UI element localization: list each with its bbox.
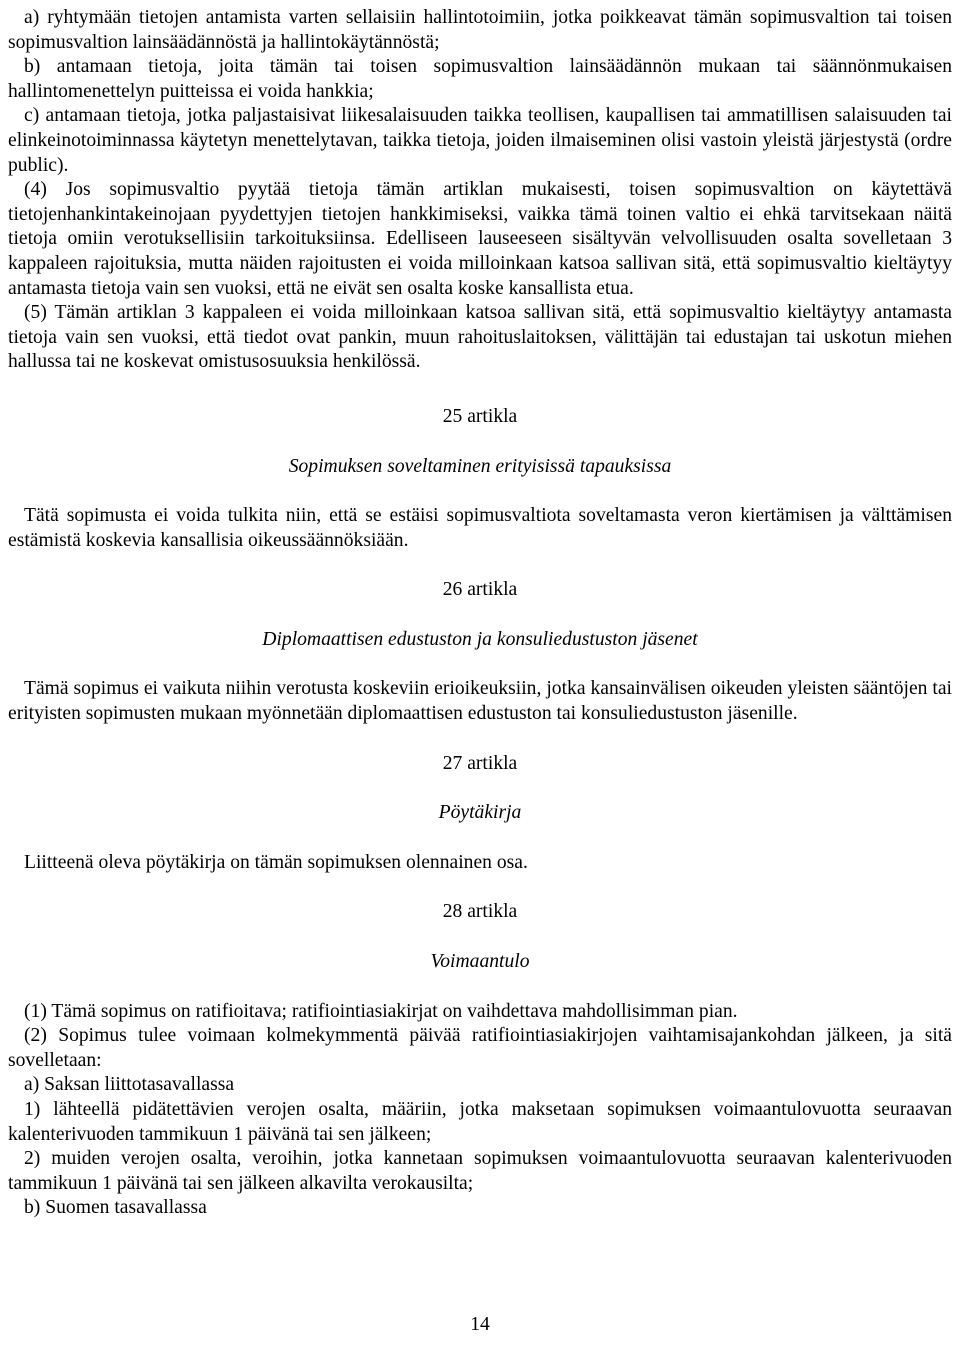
document-page bbox=[8, 6, 952, 1221]
article-26-title: Diplomaattisen edustuston ja konsuliedustuston jäsenet bbox=[262, 628, 698, 650]
page-number: 14 bbox=[470, 1314, 490, 1335]
article-26-text: Tämä sopimus ei vaikuta niihin verotusta koskeviin erioikeuksiin, jotka kansainvälisen oikeuden yleisten sääntöjen tai erityisten sopimusten mukaan myönnetään diplomaattisen edustuston tai konsuliedustuston jäsenille. bbox=[8, 678, 952, 725]
article-25-text: Tätä sopimusta ei voida tulkita niin, että se estäisi sopimusvaltiota soveltamasta veron kiertämisen ja välttämisen estämistä koskevia kansallisia oikeussäännöksiään. bbox=[8, 505, 952, 551]
paragraph-4: (4) Jos sopimusvaltio pyytää tietoja tämän artiklan mukaisesti, toisen sopimusvaltion on käytettävä tietojenhankintakeinojaan pyydettyjen tietojen hankkimiseksi, vaikka tämä toinen valtio ei ehkä tarvitsekaan näitä tietoja omiin verotuksellisiin tarkoituksiinsa. Edelliseen lauseeseen sisältyvän velvollisuuden osalta sovelletaan 3 kappaleen rajoituksia, mutta näiden rajoitusten ei voida milloinkaan katsoa sallivan sitä, että sopimusvaltio kieltäytyy antamasta tietoja vain sen vuoksi, että ne eivät sen osalta koske kansallista etua. bbox=[8, 179, 952, 299]
article-28-paragraph-2: (2) Sopimus tulee voimaan kolmekymmentä päivää ratifiointiasiakirjojen vaihtamisajankohdan jälkeen, ja sitä sovelletaan: bbox=[8, 1025, 952, 1071]
article-27-title: Pöytäkirja bbox=[438, 802, 522, 824]
article-27-text: Liitteenä oleva pöytäkirja on tämän sopimuksen olennainen osa. bbox=[24, 851, 528, 873]
paragraph-5: (5) Tämän artiklan 3 kappaleen ei voida milloinkaan katsoa sallivan sitä, että sopimusvaltio kieltäytyy antamasta tietoja vain sen vuoksi, että tiedot ovat pankin, muun rahoituslaitoksen, välittäjän tai edustajan tai uskotun miehen hallussa tai ne koskevat omistusosuuksia henkilössä. bbox=[8, 302, 952, 373]
article-25-number: 25 artikla bbox=[442, 405, 518, 427]
article-28-item-1: 1) lähteellä pidätettävien verojen osalta, määriin, jotka maksetaan sopimuksen voimaantulovuotta seuraavan kalenterivuoden tammikuun 1 päivänä tai sen jälkeen; bbox=[8, 1099, 952, 1145]
paragraph-item-c: c) antamaan tietoja, jotka paljastaisivat liikesalaisuuden taikka teollisen, kaupallisen tai ammatillisen salaisuuden tai elinkeinotoiminnassa käytetyn menettelytavan, taikka tietoja, joiden ilmaiseminen olisi vastoin yleistä järjestystä (ordre public). bbox=[8, 105, 952, 176]
article-28-item-2: 2) muiden verojen osalta, veroihin, jotka kannetaan sopimuksen voimaantulovuotta seuraavan kalenterivuoden tammikuun 1 päivänä tai sen jälkeen alkavilta verokausilta; bbox=[8, 1148, 952, 1194]
article-25-title: Sopimuksen soveltaminen erityisissä tapauksissa bbox=[288, 455, 672, 477]
article-28-item-a: a) Saksan liittotasavallassa bbox=[24, 1074, 235, 1096]
article-28-paragraph-1: (1) Tämä sopimus on ratifioitava; ratifiointiasiakirjat on vaihdettava mahdollisimman pian. bbox=[24, 1000, 738, 1022]
article-28-title: Voimaantulo bbox=[430, 951, 530, 973]
article-28-item-b: b) Suomen tasavallassa bbox=[24, 1197, 207, 1219]
article-26-number: 26 artikla bbox=[442, 579, 518, 601]
article-28-number: 28 artikla bbox=[442, 901, 518, 923]
article-27-number: 27 artikla bbox=[442, 752, 518, 774]
paragraph-item-b: b) antamaan tietoja, joita tämän tai toisen sopimusvaltion lainsäädännön mukaan tai säännönmukaisen hallintomenettelyn puitteissa ei voida hankkia; bbox=[8, 56, 952, 102]
top-section bbox=[8, 6, 952, 375]
paragraph-item-a: a) ryhtymään tietojen antamista varten sellaisiin hallintotoimiin, jotka poikkeavat tämän sopimusvaltion tai toisen sopimusvaltion lainsäädännöstä ja hallintokäytännöstä; bbox=[8, 7, 952, 53]
